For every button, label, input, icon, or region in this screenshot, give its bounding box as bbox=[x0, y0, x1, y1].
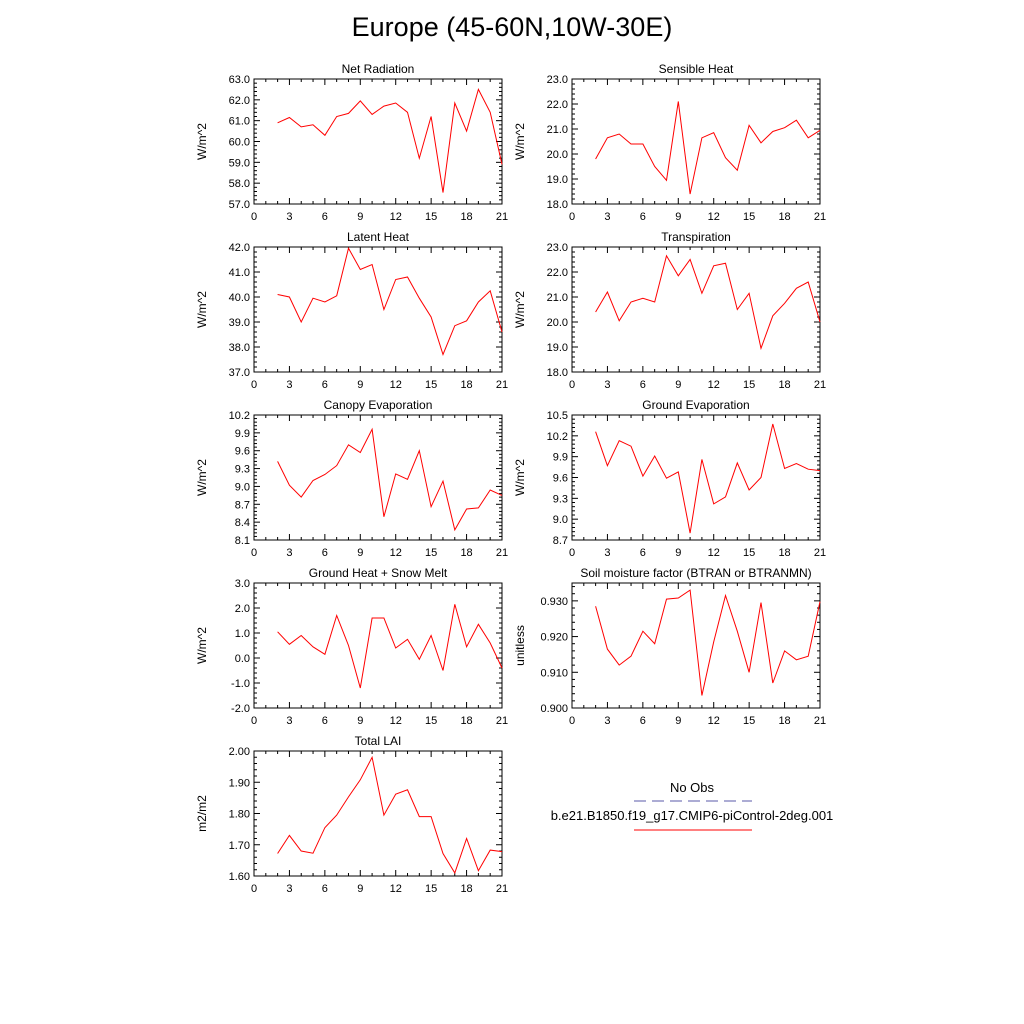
x-tick-label: 15 bbox=[425, 211, 438, 223]
y-tick-label: 0.0 bbox=[234, 653, 250, 665]
y-tick-label: 1.60 bbox=[228, 871, 250, 883]
y-tick-label: 42.0 bbox=[228, 242, 250, 254]
x-tick-label: 0 bbox=[568, 379, 576, 391]
x-tick-label: 6 bbox=[639, 211, 646, 223]
y-tick-label: 10.2 bbox=[228, 410, 250, 422]
x-tick-label: 21 bbox=[495, 379, 509, 391]
legend-case-label: b.e21.B1850.f19_g17.CMIP6-piControl-2deg.001 bbox=[550, 808, 834, 823]
x-tick-label: 15 bbox=[743, 379, 756, 391]
x-tick-label: 15 bbox=[425, 715, 438, 727]
x-tick-label: 18 bbox=[460, 883, 473, 895]
panel-5 bbox=[195, 398, 508, 559]
y-tick-label: 18.0 bbox=[546, 367, 568, 379]
x-tick-label: 15 bbox=[425, 379, 438, 391]
y-tick-label: 39.0 bbox=[228, 317, 250, 329]
y-axis-label: W/m^2 bbox=[513, 459, 527, 496]
page-title: Europe (45-60N,10W-30E) bbox=[351, 12, 673, 42]
x-tick-label: 12 bbox=[389, 211, 402, 223]
x-tick-label: 9 bbox=[357, 883, 364, 895]
y-tick-label: 2.00 bbox=[228, 746, 250, 758]
x-tick-label: 0 bbox=[568, 211, 576, 223]
legend-obs-label: No Obs bbox=[669, 780, 715, 795]
x-tick-label: 0 bbox=[250, 715, 258, 727]
y-tick-label: 22.0 bbox=[546, 267, 568, 279]
x-tick-label: 0 bbox=[250, 211, 258, 223]
x-tick-label: 15 bbox=[743, 211, 756, 223]
y-axis-label: unitless bbox=[513, 625, 527, 666]
x-tick-label: 21 bbox=[495, 883, 509, 895]
y-tick-label: 19.0 bbox=[546, 174, 568, 186]
y-tick-label: 8.7 bbox=[552, 535, 568, 547]
panel-1 bbox=[195, 62, 508, 223]
x-tick-label: 15 bbox=[425, 547, 438, 559]
y-tick-label: 59.0 bbox=[228, 157, 250, 170]
x-tick-label: 3 bbox=[286, 211, 293, 223]
x-tick-label: 9 bbox=[675, 379, 682, 391]
y-tick-label: 9.3 bbox=[552, 493, 568, 506]
series-line bbox=[278, 248, 502, 354]
panel-title: Net Radiation bbox=[341, 62, 415, 76]
x-tick-label: 6 bbox=[639, 379, 646, 391]
x-tick-label: 9 bbox=[357, 715, 364, 727]
x-tick-label: 3 bbox=[604, 211, 611, 223]
x-tick-label: 6 bbox=[321, 211, 328, 223]
x-tick-label: 6 bbox=[321, 547, 328, 559]
x-tick-label: 6 bbox=[639, 715, 646, 727]
y-axis-label: W/m^2 bbox=[513, 123, 527, 160]
y-tick-label: 0.930 bbox=[540, 595, 568, 608]
series-line bbox=[278, 89, 502, 192]
x-tick-label: 12 bbox=[389, 547, 402, 559]
y-tick-label: 0.900 bbox=[540, 703, 568, 715]
y-axis-label: W/m^2 bbox=[195, 291, 209, 328]
x-tick-label: 9 bbox=[675, 211, 682, 223]
y-tick-label: 61.0 bbox=[228, 115, 250, 128]
y-tick-label: 9.0 bbox=[552, 514, 568, 527]
plot-frame bbox=[572, 247, 820, 372]
y-tick-label: 9.9 bbox=[234, 427, 250, 440]
y-tick-label: 10.5 bbox=[546, 410, 568, 422]
y-tick-label: 1.70 bbox=[228, 839, 250, 852]
x-tick-label: 6 bbox=[321, 715, 328, 727]
x-tick-label: 12 bbox=[707, 547, 720, 559]
panel-8 bbox=[513, 566, 826, 727]
y-tick-label: 37.0 bbox=[228, 367, 250, 379]
x-tick-label: 9 bbox=[675, 547, 682, 559]
x-tick-label: 3 bbox=[286, 883, 293, 895]
y-tick-label: 1.80 bbox=[228, 808, 250, 821]
y-tick-label: 9.6 bbox=[552, 472, 568, 485]
x-tick-label: 12 bbox=[389, 883, 402, 895]
y-tick-label: 57.0 bbox=[228, 199, 250, 211]
y-tick-label: 8.1 bbox=[234, 535, 250, 547]
y-tick-label: 62.0 bbox=[228, 94, 250, 107]
x-tick-label: 6 bbox=[639, 547, 646, 559]
x-tick-label: 0 bbox=[250, 883, 258, 895]
x-tick-label: 0 bbox=[568, 547, 576, 559]
y-axis-label: W/m^2 bbox=[195, 459, 209, 496]
y-tick-label: 23.0 bbox=[546, 74, 568, 86]
x-tick-label: 21 bbox=[495, 547, 509, 559]
x-tick-label: 21 bbox=[495, 211, 509, 223]
x-tick-label: 3 bbox=[604, 715, 611, 727]
y-tick-label: 8.7 bbox=[234, 499, 250, 512]
y-tick-label: 58.0 bbox=[228, 178, 250, 191]
panel-title: Latent Heat bbox=[346, 230, 410, 244]
x-tick-label: 12 bbox=[707, 379, 720, 391]
plot-frame bbox=[254, 751, 502, 876]
panel-3 bbox=[195, 230, 508, 391]
x-tick-label: 15 bbox=[743, 715, 756, 727]
x-tick-label: 21 bbox=[495, 715, 509, 727]
panel-6 bbox=[513, 398, 826, 559]
y-tick-label: 9.3 bbox=[234, 463, 250, 476]
panel-title: Ground Evaporation bbox=[642, 398, 750, 412]
y-tick-label: 1.0 bbox=[234, 628, 250, 640]
y-tick-label: 0.920 bbox=[540, 631, 568, 644]
series-line bbox=[596, 102, 820, 195]
series-line bbox=[596, 256, 820, 348]
x-tick-label: 3 bbox=[286, 547, 293, 559]
x-tick-label: 0 bbox=[250, 379, 258, 391]
x-tick-label: 0 bbox=[568, 715, 576, 727]
x-tick-label: 21 bbox=[813, 211, 827, 223]
plot-frame bbox=[254, 415, 502, 540]
x-tick-label: 3 bbox=[604, 547, 611, 559]
x-tick-label: 6 bbox=[321, 883, 328, 895]
x-tick-label: 9 bbox=[357, 379, 364, 391]
y-tick-label: 19.0 bbox=[546, 342, 568, 354]
x-tick-label: 9 bbox=[357, 547, 364, 559]
y-tick-label: -1.0 bbox=[231, 678, 250, 690]
series-line bbox=[278, 429, 502, 530]
y-tick-label: 41.0 bbox=[228, 267, 250, 279]
series-line bbox=[596, 590, 820, 695]
y-tick-label: 10.2 bbox=[546, 430, 568, 443]
panel-9 bbox=[195, 734, 508, 895]
y-tick-label: 20.0 bbox=[546, 149, 568, 161]
y-tick-label: 9.9 bbox=[552, 451, 568, 464]
x-tick-label: 12 bbox=[707, 211, 720, 223]
y-axis-label: W/m^2 bbox=[513, 291, 527, 328]
panel-title: Soil moisture factor (BTRAN or BTRANMN) bbox=[580, 566, 812, 580]
y-tick-label: 23.0 bbox=[546, 242, 568, 254]
x-tick-label: 15 bbox=[425, 883, 438, 895]
plot-frame bbox=[254, 583, 502, 708]
x-tick-label: 21 bbox=[813, 379, 827, 391]
x-tick-label: 18 bbox=[460, 715, 473, 727]
x-tick-label: 3 bbox=[286, 379, 293, 391]
y-tick-label: 0.910 bbox=[540, 667, 568, 680]
y-axis-label: W/m^2 bbox=[195, 627, 209, 664]
x-tick-label: 3 bbox=[286, 715, 293, 727]
x-tick-label: 12 bbox=[707, 715, 720, 727]
panel-4 bbox=[513, 230, 826, 391]
x-tick-label: 18 bbox=[460, 211, 473, 223]
y-axis-label: W/m^2 bbox=[195, 123, 209, 160]
x-tick-label: 21 bbox=[813, 715, 827, 727]
panel-title: Canopy Evaporation bbox=[323, 398, 433, 412]
series-line bbox=[596, 424, 820, 533]
panel-7 bbox=[195, 566, 508, 727]
x-tick-label: 21 bbox=[813, 547, 827, 559]
series-line bbox=[278, 757, 502, 873]
panel-title: Transpiration bbox=[661, 230, 731, 244]
y-tick-label: 21.0 bbox=[546, 124, 568, 136]
y-axis-label: m2/m2 bbox=[195, 795, 209, 832]
x-tick-label: 18 bbox=[778, 547, 791, 559]
x-tick-label: 6 bbox=[321, 379, 328, 391]
x-tick-label: 18 bbox=[778, 211, 791, 223]
x-tick-label: 18 bbox=[778, 715, 791, 727]
panel-2 bbox=[513, 62, 826, 223]
x-tick-label: 18 bbox=[460, 379, 473, 391]
y-tick-label: 8.4 bbox=[234, 517, 250, 530]
y-tick-label: 9.0 bbox=[234, 481, 250, 494]
plot-frame bbox=[572, 415, 820, 540]
panel-title: Total LAI bbox=[354, 734, 402, 748]
y-tick-label: 18.0 bbox=[546, 199, 568, 211]
x-tick-label: 9 bbox=[675, 715, 682, 727]
y-tick-label: 9.6 bbox=[234, 445, 250, 458]
plot-frame bbox=[572, 79, 820, 204]
series-line bbox=[278, 604, 502, 688]
panel-title: Sensible Heat bbox=[658, 62, 734, 76]
y-tick-label: 40.0 bbox=[228, 292, 250, 304]
x-tick-label: 18 bbox=[778, 379, 791, 391]
x-tick-label: 3 bbox=[604, 379, 611, 391]
legend bbox=[551, 780, 834, 830]
panels-group bbox=[195, 62, 826, 895]
plot-frame bbox=[254, 79, 502, 204]
y-tick-label: 63.0 bbox=[228, 74, 250, 86]
x-tick-label: 15 bbox=[743, 547, 756, 559]
y-tick-label: 22.0 bbox=[546, 99, 568, 111]
x-tick-label: 9 bbox=[357, 211, 364, 223]
y-tick-label: -2.0 bbox=[231, 703, 250, 715]
y-tick-label: 2.0 bbox=[234, 603, 250, 615]
y-tick-label: 20.0 bbox=[546, 317, 568, 329]
plot-frame bbox=[254, 247, 502, 372]
y-tick-label: 38.0 bbox=[228, 342, 250, 354]
y-tick-label: 60.0 bbox=[228, 136, 250, 149]
y-tick-label: 1.90 bbox=[228, 777, 250, 790]
x-tick-label: 12 bbox=[389, 715, 402, 727]
x-tick-label: 0 bbox=[250, 547, 258, 559]
panel-title: Ground Heat + Snow Melt bbox=[308, 566, 448, 580]
x-tick-label: 18 bbox=[460, 547, 473, 559]
y-tick-label: 3.0 bbox=[234, 578, 250, 590]
y-tick-label: 21.0 bbox=[546, 292, 568, 304]
x-tick-label: 12 bbox=[389, 379, 402, 391]
